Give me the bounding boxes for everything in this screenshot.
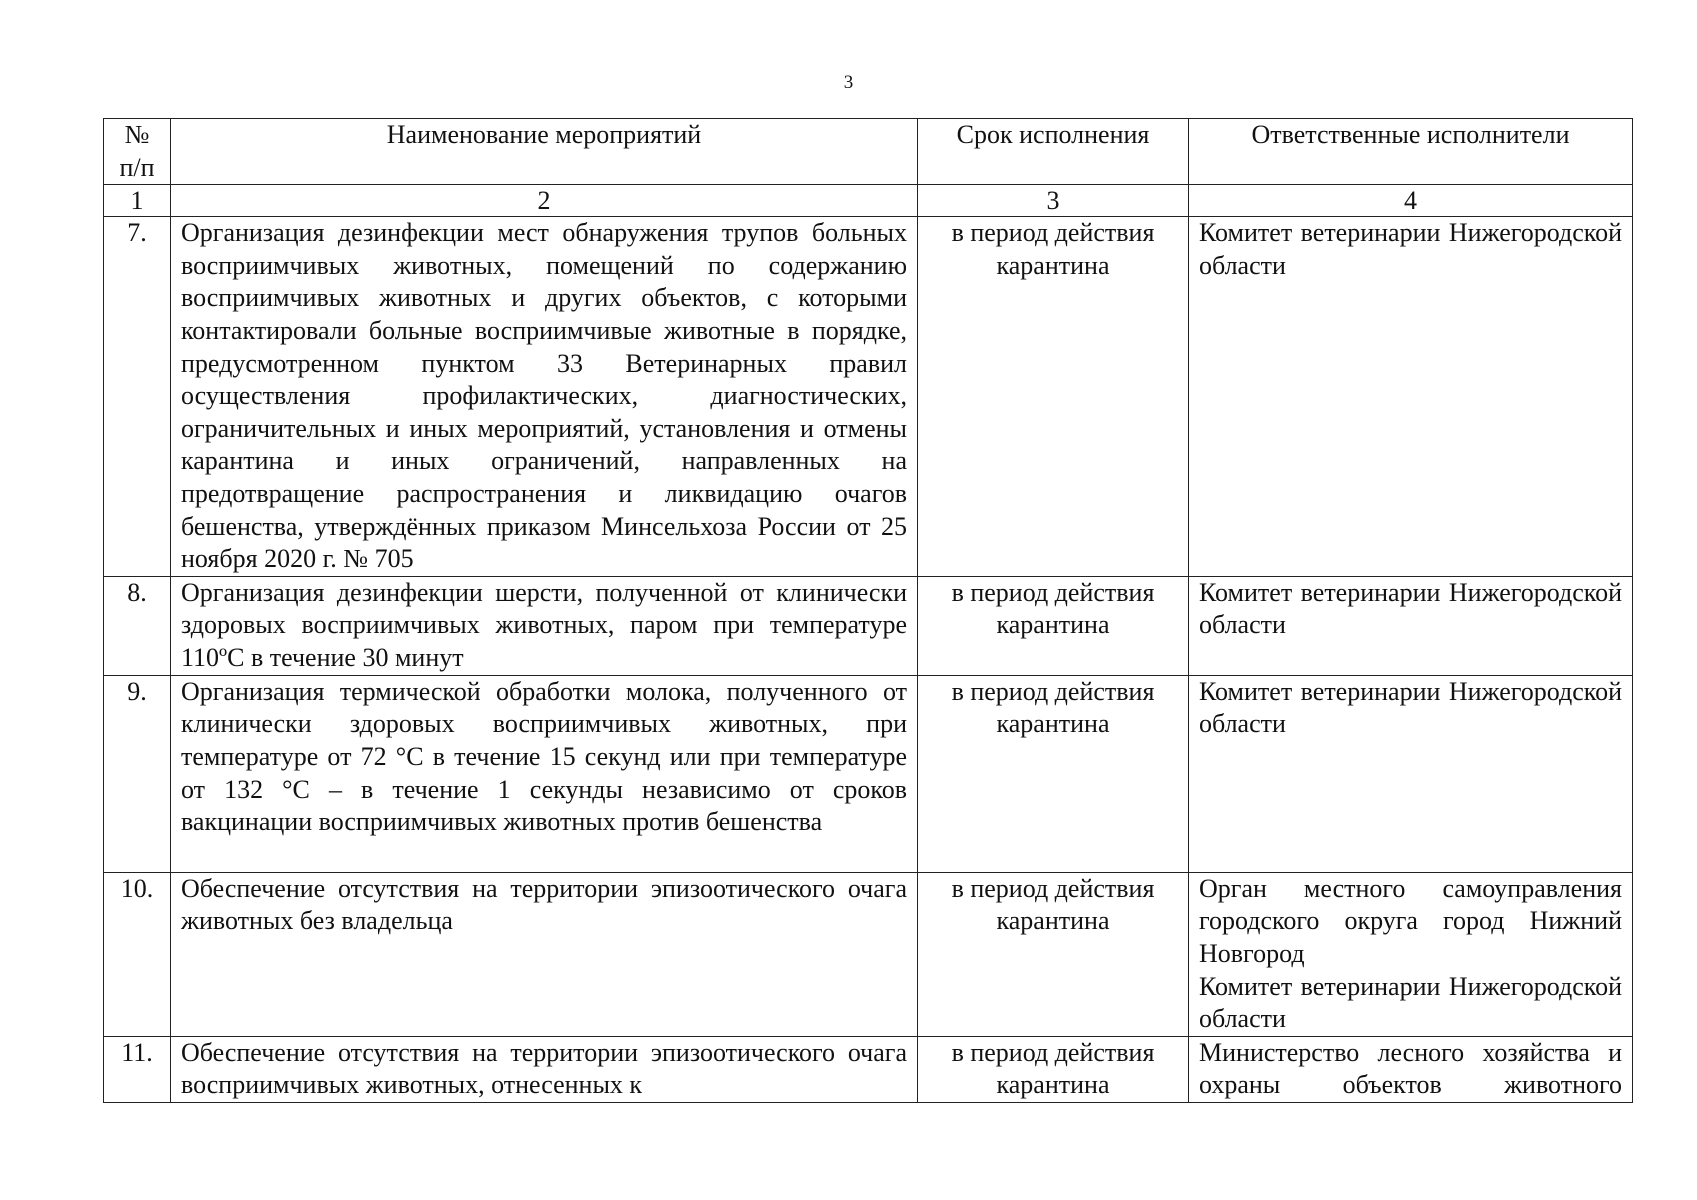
measure-name: Организация термической обработки молока, полученного от клинически здоровых восприимчивых животных, при температуре от 72 °С в течение 15 секунд или при температуре от 132 °С – в течение 1 секунды независимо от сроков вакцинации восприимчивых животных против бешенства bbox=[171, 675, 918, 872]
measure-responsible bbox=[1189, 675, 1633, 872]
term-line: в период действия bbox=[951, 1037, 1155, 1067]
term-line: карантина bbox=[996, 906, 1110, 936]
table-row bbox=[104, 1036, 1633, 1102]
term-line: в период действия bbox=[951, 218, 1155, 248]
column-index: 1 bbox=[104, 185, 171, 217]
measure-term bbox=[918, 675, 1189, 872]
term-line: карантина bbox=[996, 709, 1110, 739]
row-number: 8. bbox=[104, 576, 171, 675]
table-row bbox=[104, 675, 1633, 872]
header-number-line1: № bbox=[124, 120, 150, 149]
measure-name: Обеспечение отсутствия на территории эпизоотического очага животных без владельца bbox=[171, 872, 918, 1036]
measure-name: Организация дезинфекции шерсти, полученной от клинически здоровых восприимчивых животных, паром при температуре 110ºС в течение 30 минут bbox=[171, 576, 918, 675]
table-row bbox=[104, 217, 1633, 577]
measure-responsible bbox=[1189, 217, 1633, 577]
row-number: 7. bbox=[104, 217, 171, 577]
header-number-line2: п/п bbox=[119, 152, 155, 182]
term-line: карантина bbox=[996, 610, 1110, 640]
table-row bbox=[104, 872, 1633, 1036]
header-name: Наименование мероприятий bbox=[171, 119, 918, 185]
measure-term bbox=[918, 576, 1189, 675]
term-line: в период действия bbox=[951, 873, 1155, 903]
term-line: карантина bbox=[996, 250, 1110, 280]
measure-name: Обеспечение отсутствия на территории эпизоотического очага восприимчивых животных, отнесенных к bbox=[171, 1036, 918, 1102]
responsible-entity: Министерство лесного хозяйства и охраны объектов животного bbox=[1199, 1037, 1622, 1100]
measure-responsible bbox=[1189, 576, 1633, 675]
row-number: 11. bbox=[104, 1036, 171, 1102]
row-number: 10. bbox=[104, 872, 171, 1036]
row-number: 9. bbox=[104, 675, 171, 872]
column-index: 2 bbox=[171, 185, 918, 217]
column-index: 3 bbox=[918, 185, 1189, 217]
term-line: карантина bbox=[996, 1070, 1110, 1100]
table-header-row bbox=[104, 119, 1633, 185]
responsible-entity: Комитет ветеринарии Нижегородской области bbox=[1199, 971, 1622, 1034]
header-responsible: Ответственные исполнители bbox=[1189, 119, 1633, 185]
responsible-entity: Орган местного самоуправления городского округа город Нижний Новгород bbox=[1199, 873, 1622, 968]
measure-term bbox=[918, 1036, 1189, 1102]
table-row bbox=[104, 576, 1633, 675]
column-index-row bbox=[104, 185, 1633, 217]
page-number: 3 bbox=[843, 72, 854, 93]
measure-name: Организация дезинфекции мест обнаружения трупов больных восприимчивых животных, помещений по содержанию восприимчивых животных и других объектов, с которыми контактировали больные восприимчивые животные в порядке, предусмотренном пунктом 33 Ветеринарных правил осуществления профилактических, диагностических, ограничительных и иных мероприятий, установления и отмены карантина и иных ограничений, направленных на предотвращение распространения и ликвидацию очагов бешенства, утверждённых приказом Минсельхоза России от 25 ноября 2020 г. № 705 bbox=[171, 217, 918, 577]
responsible-entity: Комитет ветеринарии Нижегородской области bbox=[1199, 676, 1622, 739]
term-line: в период действия bbox=[951, 676, 1155, 706]
header-term: Срок исполнения bbox=[918, 119, 1189, 185]
measures-table bbox=[103, 118, 1633, 1103]
header-number bbox=[104, 119, 171, 185]
responsible-entity: Комитет ветеринарии Нижегородской области bbox=[1199, 577, 1622, 640]
measure-responsible bbox=[1189, 872, 1633, 1036]
measure-term bbox=[918, 872, 1189, 1036]
responsible-entity: Комитет ветеринарии Нижегородской области bbox=[1199, 218, 1622, 280]
column-index: 4 bbox=[1189, 185, 1633, 217]
measure-term bbox=[918, 217, 1189, 577]
measure-responsible bbox=[1189, 1036, 1633, 1102]
term-line: в период действия bbox=[951, 577, 1155, 607]
